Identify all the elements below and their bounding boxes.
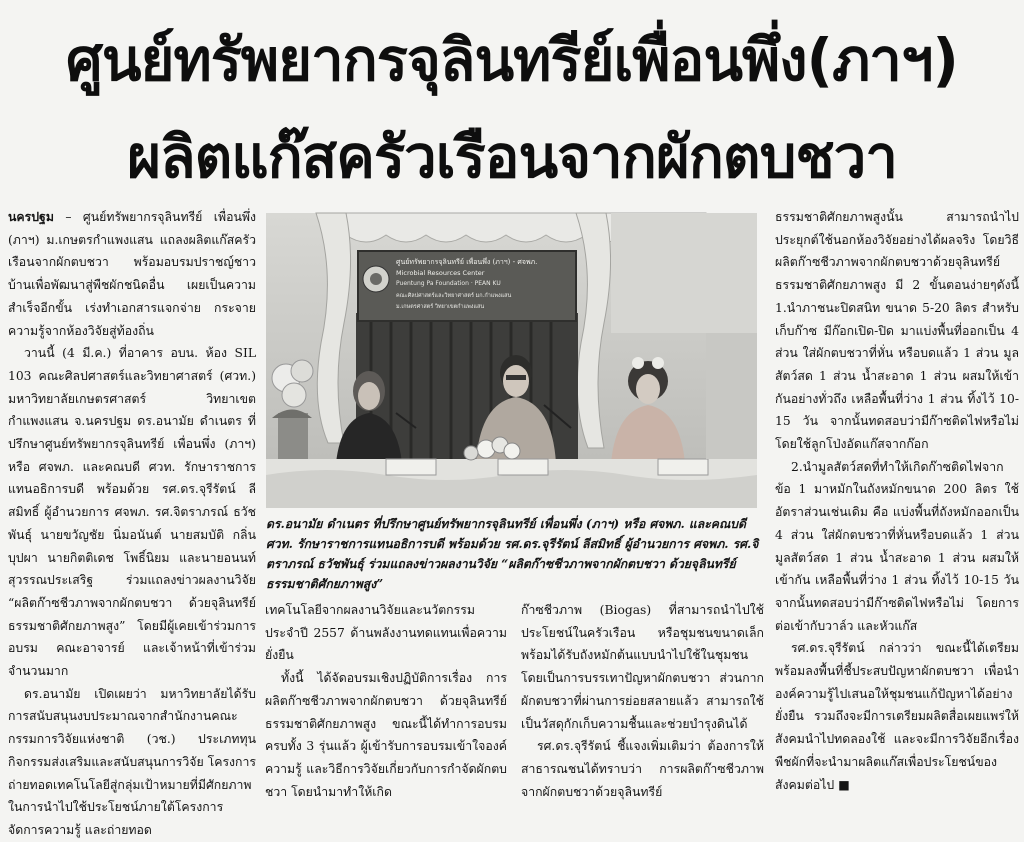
body-paragraph: 2.นำมูลสัตว์สดที่ทำให้เกิดก๊าซติดไฟจากข้อ 1 มาหมักในถังหมักขนาด 200 ลิตร ใช้อัตราส่วนเช่นเดิม คือ แบ่งพื้นที่ถังหมักออกเป็น 4 ส่วน ใส่ผักตบชวาที่หั่นหรือบดแล้ว 1 ส่วน มูลสัตว์สด 1 ส่วน น้ำสะอาด 1 ส่วน ผสมให้เข้ากัน เหลือพื้นที่ว่าง 1 ส่วน ทิ้งไว้ 10-15 วัน จากนั้นทดสอบว่ามีก๊าซติดไฟหรือไม่ โดยการต่อเข้ากับวาล์ว และหัวแก๊ส bbox=[775, 459, 1019, 633]
banner-text: คณะศิลปศาสตร์และวิทยาศาสตร์ มก.กำแพงแสน bbox=[396, 293, 512, 299]
news-photo bbox=[266, 213, 757, 508]
end-of-article-mark: ■ bbox=[838, 777, 850, 792]
headline-line-1: ศูนย์ทรัพยากรจุลินทรีย์เพื่อนพึ่ง(ภาฯ) bbox=[66, 26, 958, 94]
photo-caption: ดร.อนามัย ดำเนตร ที่ปรึกษาศูนย์ทรัพยากรจุลินทรีย์ เพื่อนพึ่ง (ภาฯ) หรือ ศจพภ. และคณบดี ศวท. รักษาราชการแทนอธิการบดี พร้อมด้วย รศ.ดร.จุรีรัตน์ ลีสมิทธิ์ ผู้อำนวยการ ศจพภ. รศ.จิตราภรณ์ ธวัชพันธุ์ ร่วมแถลงข่าวผลงานวิจัย “ผลิตก๊าซชีวภาพจากผักตบชวา ด้วยจุลินทรีย์ธรรมชาติศักยภาพสูง” bbox=[266, 517, 759, 591]
body-paragraph: ก๊าซชีวภาพ (Biogas) ที่สามารถนำไปใช้ประโยชน์ในครัวเรือน หรือชุมชนขนาดเล็ก พร้อมได้รับถังหมักต้นแบบนำไปใช้ในชุมชน โดยเป็นการบรรเทาปัญหาผักตบชวา ส่วนกากผักตบชวาที่ผ่านการย่อยสลายแล้ว สามารถใช้เป็นวัสดุกักเก็บความชื้นและช่วยบำรุงดินได้ bbox=[521, 603, 764, 731]
body-paragraph: ธรรมชาติศักยภาพสูงนั้น สามารถนำไปประยุกต์ใช้นอกห้องวิจัยอย่างได้ผลจริง โดยวิธีผลิตก๊าซชีวภาพจากผักตบชวาด้วยจุลินทรีย์ธรรมชาติศักยภาพสูง มี 2 ขั้นตอนง่ายๆดังนี้ 1.นำภาชนะปิดสนิท ขนาด 5-20 ลิตร สำหรับเก็บก๊าซ มีก๊อกเปิด-ปิด มาแบ่งพื้นที่ออกเป็น 4 ส่วน ใส่ผักตบชวาที่หั่น หรือบดแล้ว 1 ส่วน มูลสัตว์สด 1 ส่วน น้ำสะอาด 1 ส่วน ผสมให้เข้ากันอย่างทั่วถึง เหลือพื้นที่ว่าง 1 ส่วน ทิ้งไว้ 10-15 วัน จากนั้นทดสอบว่ามีก๊าซติดไฟหรือไม่ โดยใช้ลูกโป่งอัดแก๊สจากก๊อก bbox=[775, 210, 1019, 452]
headline-line-2: ผลิตแก๊สครัวเรือนจากผักตบชวา bbox=[127, 123, 897, 191]
banner-text: ศูนย์ทรัพยากรจุลินทรีย์ เพื่อนพึ่ง (ภาฯ) - ศจพภ. bbox=[396, 258, 538, 266]
press-conference-photo bbox=[266, 213, 757, 508]
article-column-1 bbox=[8, 206, 257, 837]
lead-text: – ศูนย์ทรัพยากรจุลินทรีย์ เพื่อนพึ่ง (ภาฯ) ม.เกษตรกำแพงแสน แถลงผลิตแก๊สครัวเรือนจากผักตบชวา พร้อมอบรมปราชญ์ชาวบ้านเพื่อพัฒนาสู่พืชผักชนิดอื่น เผยเป็นความสำเร็จอีกขั้น เร่งทำเอกสารแจกจ่าย กระจายความรู้จากห้องวิจัยสู่ท้องถิ่น bbox=[8, 210, 256, 338]
banner-text: Puentung Pa Foundation · PEAN KU bbox=[396, 280, 501, 287]
body-paragraph: วานนี้ (4 มี.ค.) ที่อาคาร อบน. ห้อง SIL 103 คณะศิลปศาสตร์และวิทยาศาสตร์ (ศวท.) มหาวิทยาลัยเกษตรศาสตร์ วิทยาเขตกำแพงแสน จ.นครปฐม ดร.อนามัย ดำเนตร ที่ปรึกษาศูนย์ทรัพยากรจุลินทรีย์ เพื่อนพึ่ง (ภาฯ) หรือ ศจพภ. และคณบดี ศวท. รักษาราชการแทนอธิการบดี พร้อมด้วย รศ.ดร.จุรีรัตน์ ลีสมิทธิ์ ผู้อำนวยการ ศจพภ. รศ.จิตราภรณ์ ธวัชพันธุ์ นายขวัญชัย นิ่มอนันต์ นายสมบัติ กลิ่นบุปผา นายกิตติเดช โพธิ์นิยม และนายอนนท์ สุวรรณประเสริฐ ร่วมแถลงข่าวผลงานวิจัย “ผลิตก๊าซชีวภาพจากผักตบชวา ด้วยจุลินทรีย์ธรรมชาติศักยภาพสูง” โดยมีผู้เคยเข้าร่วมการอบรม คณะอาจารย์ และเจ้าหน้าที่เข้าร่วมจำนวนมาก bbox=[8, 346, 256, 679]
lead-paragraph bbox=[8, 206, 256, 342]
body-paragraph: ดร.อนามัย เปิดเผยว่า มหาวิทยาลัยได้รับการสนับสนุนงบประมาณจากสำนักงานคณะกรรมการวิจัยแห่งชาติ (วช.) ประเภททุนกิจกรรมส่งเสริมและสนับสนุนการวิจัย โครงการถ่ายทอดเทคโนโลยีสู่กลุ่มเป้าหมายที่มีศักยภาพ ในการนำไปใช้ประโยชน์ภายใต้โครงการจัดการความรู้ และถ่ายทอด bbox=[8, 686, 257, 837]
article-column-2b bbox=[521, 599, 764, 799]
closing-text: รศ.ดร.จุรีรัตน์ กล่าวว่า ขณะนี้ได้เตรียมพร้อมลงพื้นที่ชี้ประสบปัญหาผักตบชวา เพื่อนำองค์ความรู้ไปเสนอให้ชุมชนแก้ปัญหาได้อย่างยั่งยืน รวมถึงจะมีการเตรียมผลิตสื่อเผยแพร่ให้สังคมนำไปทดลองใช้ และจะมีการวิจัยอีกเรื่องพืชผักที่จะนำมาผลิตแก๊สเพื่อประโยชน์ของสังคมต่อไป bbox=[775, 641, 1019, 792]
body-paragraph bbox=[775, 637, 1019, 796]
body-paragraph: รศ.ดร.จุรีรัตน์ ชี้แจงเพิ่มเติมว่า ต้องการให้สาธารณชนได้ทราบว่า การผลิตก๊าซชีวภาพจากผักตบชวาด้วยจุลินทรีย์ bbox=[521, 739, 764, 799]
article-column-3 bbox=[775, 206, 1019, 794]
banner-text: Microbial Resources Center bbox=[396, 269, 485, 277]
article-column-2a bbox=[265, 599, 507, 799]
body-paragraph: เทคโนโลยีจากผลงานวิจัยและนวัตกรรม ประจำปี 2557 ด้านพลังงานทดแทนเพื่อความยั่งยืน bbox=[265, 603, 507, 663]
dateline: นครปฐม bbox=[8, 209, 54, 224]
body-paragraph: ทั้งนี้ ได้จัดอบรมเชิงปฏิบัติการเรื่อง การผลิตก๊าซชีวภาพจากผักตบชวา ด้วยจุลินทรีย์ธรรมชาติศักยภาพสูง ขณะนี้ได้ทำการอบรมครบทั้ง 3 รุ่นแล้ว ผู้เข้ารับการอบรมเข้าใจองค์ความรู้ และวิธีการวิจัยเกี่ยวกับการกำจัดผักตบชวา โดยนำมาทำให้เกิด bbox=[265, 671, 507, 799]
banner-text: ม.เกษตรศาสตร์ วิทยาเขตกำแพงแสน bbox=[396, 304, 485, 310]
